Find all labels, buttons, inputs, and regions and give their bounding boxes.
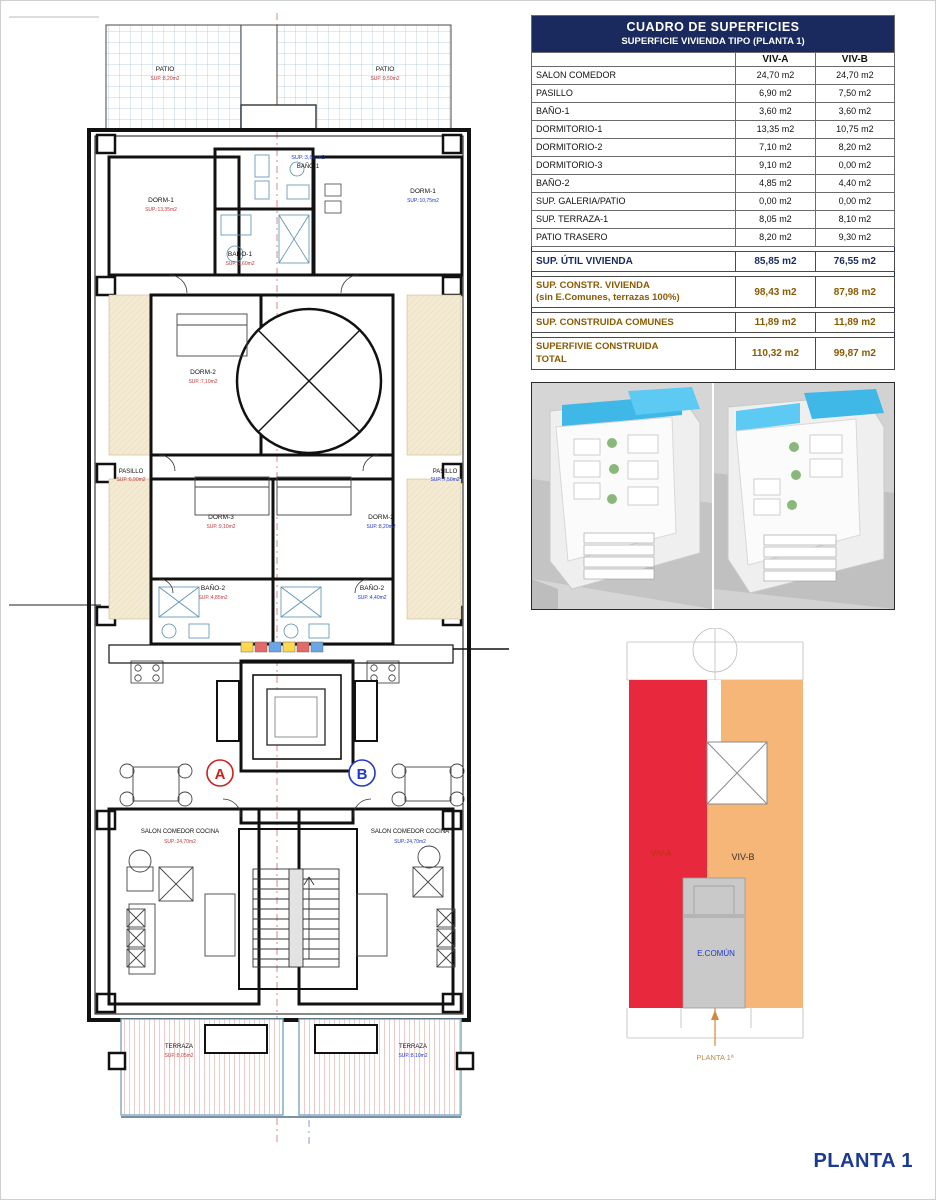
- svg-text:DORM-1: DORM-1: [148, 197, 174, 204]
- svg-text:PATIO: PATIO: [155, 66, 175, 73]
- total-value-b: 11,89 m2: [815, 313, 894, 333]
- svg-text:SUP.:24,70m2: SUP.:24,70m2: [164, 839, 196, 845]
- total-label: SUP. CONSTRUIDA COMUNES: [532, 313, 736, 333]
- render-image-left: [532, 383, 712, 609]
- column-header-viv-a: VIV-A: [736, 52, 815, 66]
- row-value-a: 3,60 m2: [736, 102, 815, 120]
- total-value-a: 110,32 m2: [736, 338, 815, 370]
- row-value-a: 7,10 m2: [736, 138, 815, 156]
- total-value-b: 99,87 m2: [815, 338, 894, 370]
- table-row: [532, 66, 895, 84]
- row-value-b: 10,75 m2: [815, 120, 894, 138]
- svg-text:DORM-2: DORM-2: [190, 369, 216, 376]
- svg-text:BAÑO-1: BAÑO-1: [227, 251, 253, 258]
- total-sublabel: (sin E.Comunes, terrazas 100%): [536, 292, 680, 304]
- total-row-construida-total: [532, 338, 895, 370]
- row-value-a: 13,35 m2: [736, 120, 815, 138]
- row-label: PASILLO: [532, 84, 736, 102]
- surfaces-table-header: [532, 16, 895, 53]
- total-value-b: 76,55 m2: [815, 251, 894, 271]
- surfaces-table-subtitle: SUPERFICIE VIVIENDA TIPO (PLANTA 1): [621, 35, 805, 47]
- table-column-headers: [532, 52, 895, 66]
- keyplan-label-a: VIV-A: [650, 849, 672, 859]
- render-image-right: [712, 383, 894, 609]
- row-label: BAÑO-1: [532, 102, 736, 120]
- table-row: [532, 84, 895, 102]
- table-row: [532, 156, 895, 174]
- svg-text:SUP.:10,75m2: SUP.:10,75m2: [407, 198, 439, 204]
- total-label: SUP. ÚTIL VIVIENDA: [532, 251, 736, 271]
- surfaces-table-title: CUADRO DE SUPERFICIES: [626, 20, 800, 34]
- keyplan-caption: PLANTA 1ª: [696, 1053, 734, 1063]
- surfaces-table: [531, 15, 895, 370]
- svg-text:PASILLO: PASILLO: [118, 469, 144, 475]
- svg-text:SUP.:6,90m2: SUP.:6,90m2: [116, 477, 146, 483]
- column-header-viv-b: VIV-B: [815, 52, 894, 66]
- row-label: DORMITORIO-2: [532, 138, 736, 156]
- svg-text:DORM-2: DORM-2: [368, 514, 394, 521]
- row-value-a: 24,70 m2: [736, 66, 815, 84]
- row-value-b: 8,10 m2: [815, 210, 894, 228]
- row-value-a: 8,05 m2: [736, 210, 815, 228]
- total-value-a: 85,85 m2: [736, 251, 815, 271]
- svg-text:SUP.:8,10m2: SUP.:8,10m2: [398, 1053, 428, 1059]
- row-value-b: 4,40 m2: [815, 174, 894, 192]
- svg-text:B: B: [356, 766, 368, 783]
- floor-plan: [9, 9, 521, 1149]
- svg-text:TERRAZA: TERRAZA: [398, 1044, 428, 1050]
- row-value-a: 9,10 m2: [736, 156, 815, 174]
- row-label: SUP. TERRAZA-1: [532, 210, 736, 228]
- row-value-b: 0,00 m2: [815, 192, 894, 210]
- renders-panel: [531, 382, 895, 610]
- total-row-constr-vivienda: [532, 276, 895, 308]
- svg-text:SUP.:8,20m2: SUP.:8,20m2: [366, 524, 396, 530]
- row-value-b: 24,70 m2: [815, 66, 894, 84]
- key-plan: [531, 628, 895, 1083]
- table-row: [532, 192, 895, 210]
- table-row: [532, 210, 895, 228]
- svg-text:PASILLO: PASILLO: [432, 469, 458, 475]
- row-value-b: 3,60 m2: [815, 102, 894, 120]
- total-row-comunes: [532, 313, 895, 333]
- svg-text:A: A: [214, 766, 226, 783]
- svg-text:SUP.:7,10m2: SUP.:7,10m2: [188, 379, 218, 385]
- svg-text:BAÑO-1: BAÑO-1: [296, 164, 320, 170]
- svg-text:SUP.:8,05m2: SUP.:8,05m2: [164, 1053, 194, 1059]
- svg-text:SUP.:13,35m2: SUP.:13,35m2: [145, 207, 177, 213]
- svg-text:SUP.:4,85m2: SUP.:4,85m2: [198, 595, 228, 601]
- total-label: SUP. CONSTR. VIVIENDA: [536, 279, 650, 291]
- row-value-b: 9,30 m2: [815, 228, 894, 246]
- svg-text:SUP.:3,60 m2: SUP.:3,60 m2: [291, 155, 325, 161]
- svg-text:BAÑO-2: BAÑO-2: [359, 585, 385, 592]
- table-row: [532, 138, 895, 156]
- svg-text:SUP.:9,10m2: SUP.:9,10m2: [206, 524, 236, 530]
- total-value-b: 87,98 m2: [815, 276, 894, 308]
- svg-text:TERRAZA: TERRAZA: [164, 1044, 194, 1050]
- row-label: PATIO TRASERO: [532, 228, 736, 246]
- table-row: [532, 174, 895, 192]
- svg-text:SUP.:24,70m2: SUP.:24,70m2: [394, 839, 426, 845]
- page-title: PLANTA 1: [813, 1150, 913, 1172]
- svg-text:SUP.:3,60m2: SUP.:3,60m2: [225, 261, 255, 267]
- row-label: DORMITORIO-3: [532, 156, 736, 174]
- total-value-a: 98,43 m2: [736, 276, 815, 308]
- row-label: DORMITORIO-1: [532, 120, 736, 138]
- total-row-util: [532, 251, 895, 271]
- row-label: SUP. GALERIA/PATIO: [532, 192, 736, 210]
- right-panel: [531, 15, 923, 1083]
- row-value-b: 0,00 m2: [815, 156, 894, 174]
- svg-text:SALON COMEDOR COCINA: SALON COMEDOR COCINA: [140, 829, 220, 835]
- svg-text:SUP.:9,50m2: SUP.:9,50m2: [370, 76, 400, 82]
- row-value-a: 0,00 m2: [736, 192, 815, 210]
- svg-text:SALON COMEDOR COCINA: SALON COMEDOR COCINA: [370, 829, 450, 835]
- row-value-b: 8,20 m2: [815, 138, 894, 156]
- keyplan-label-b: VIV-B: [731, 852, 755, 863]
- svg-text:SUP.:8,20m2: SUP.:8,20m2: [150, 76, 180, 82]
- row-value-a: 4,85 m2: [736, 174, 815, 192]
- total-value-a: 11,89 m2: [736, 313, 815, 333]
- row-label: SALON COMEDOR: [532, 66, 736, 84]
- total-sublabel: TOTAL: [536, 353, 567, 365]
- table-row: [532, 228, 895, 246]
- table-row: [532, 120, 895, 138]
- svg-text:PATIO: PATIO: [375, 66, 395, 73]
- svg-text:DORM-1: DORM-1: [410, 188, 436, 195]
- total-label: SUPERFIVIE CONSTRUIDA: [536, 341, 659, 353]
- row-value-b: 7,50 m2: [815, 84, 894, 102]
- row-value-a: 8,20 m2: [736, 228, 815, 246]
- svg-text:SUP.:4,40m2: SUP.:4,40m2: [357, 595, 387, 601]
- keyplan-label-common: E.COMÚN: [697, 949, 735, 959]
- svg-text:BAÑO-2: BAÑO-2: [200, 585, 226, 592]
- row-label: BAÑO-2: [532, 174, 736, 192]
- row-value-a: 6,90 m2: [736, 84, 815, 102]
- svg-text:DORM-3: DORM-3: [208, 514, 234, 521]
- svg-text:SUP.:7,50m2: SUP.:7,50m2: [430, 477, 460, 483]
- table-row: [532, 102, 895, 120]
